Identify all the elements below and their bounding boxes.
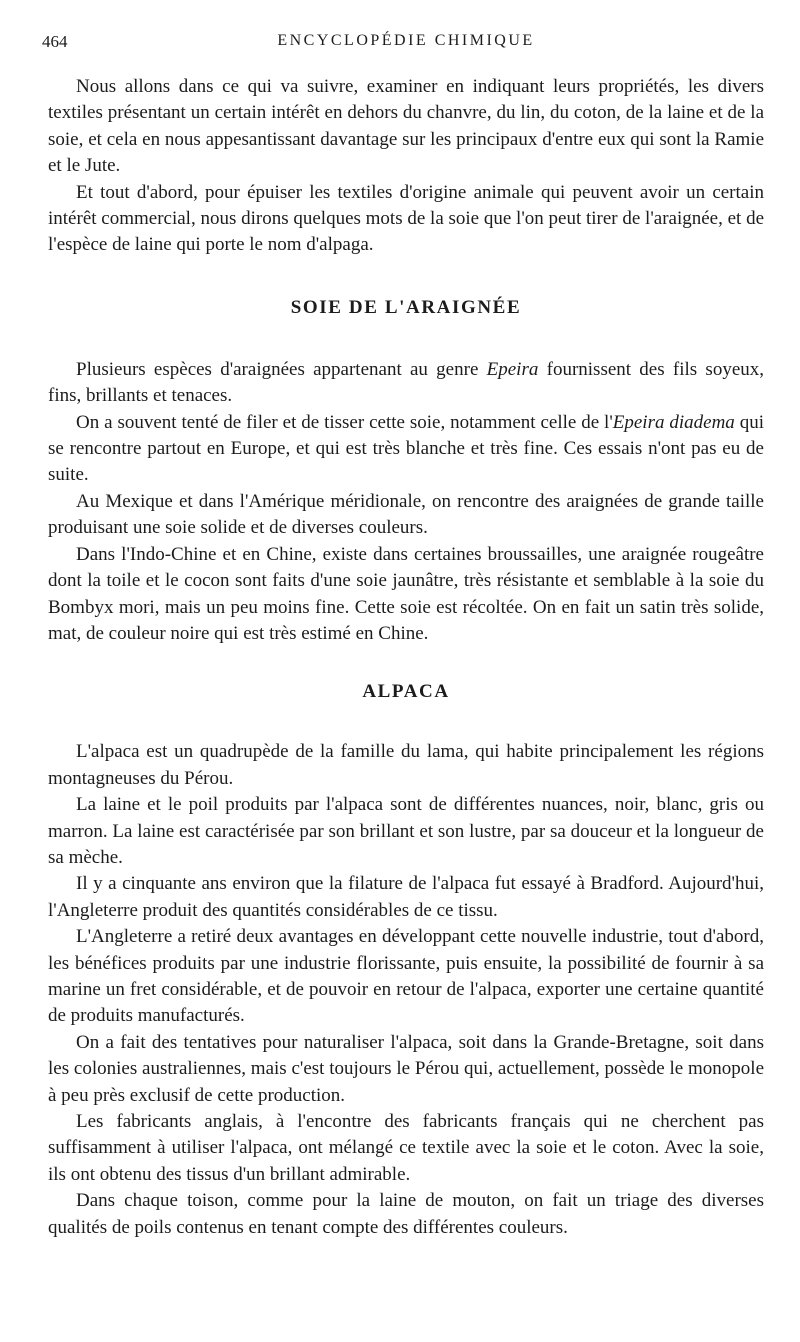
section-title-alpaca: ALPACA — [362, 681, 450, 703]
page-number: 464 — [42, 32, 68, 51]
alpaca-paragraph: L'Angleterre a retiré deux avantages en développant cette nouvelle industrie, tout d'abord, les bénéfices produits par une industrie florissante, puis ensuite, la possibilité de fournir à sa marine un fret considérable, et de pouvoir en retour de l'alpaca, exporter une certaine quantité de produits manufacturés. — [48, 926, 764, 1027]
alpaca-paragraph: Il y a cinquante ans environ que la filature de l'alpaca fut essayé à Bradford. Aujourd'hui, l'Angleterre produit des quantités considérables de ce tissu. — [48, 873, 764, 921]
section-title-soie: SOIE DE L'ARAIGNÉE — [290, 296, 522, 318]
alpaca-paragraph: La laine et le poil produits par l'alpaca sont de différentes nuances, noir, blanc, gris ou marron. La laine est caractérisée par son brillant et son lustre, par sa douceur et la longueur de sa mèche. — [48, 794, 764, 868]
species-name: Epeira diadema — [612, 411, 735, 433]
genus-name: Epeira — [486, 358, 539, 380]
soie-paragraph: Au Mexique et dans l'Amérique méridionale, on rencontre des araignées de grande taille produisant une soie solide et de diverses couleurs. — [48, 490, 764, 539]
page-header — [42, 30, 764, 56]
soie-paragraph: Plusieurs espèces d'araignées appartenant au genre Epeira fournissent des fils soyeux, fins, brillants et tenaces. — [48, 358, 765, 407]
intro-paragraph: Et tout d'abord, pour épuiser les textiles d'origine animale qui peuvent avoir un certain intérêt commercial, nous dirons quelques mots de la soie que l'on peut tirer de l'araignée, et de l'espèce de laine qui porte le nom d'alpaga. — [48, 181, 764, 256]
alpaca-paragraph: On a fait des tentatives pour naturaliser l'alpaca, soit dans la Grande-Bretagne, soit dans les colonies australiennes, mais c'est toujours le Pérou qui, actuellement, possède le monopole à peu près exclusif de cette production. — [48, 1031, 764, 1106]
alpaca-paragraph: Les fabricants anglais, à l'encontre des fabricants français qui ne cherchent pas suffisamment à utiliser l'alpaca, ont mélangé ce textile avec la soie et le coton. Avec la soie, ils ont obtenu des tissus d'un brillant admirable. — [48, 1111, 764, 1185]
intro-paragraph: Nous allons dans ce qui va suivre, examiner en indiquant leurs propriétés, les divers textiles présentant un certain intérêt en dehors du chanvre, du lin, du coton, de la laine et de la soie, et cela en nous appesantissant davantage sur les principaux d'entre eux qui sont la Ramie et le Jute. — [48, 76, 764, 177]
running-title: ENCYCLOPÉDIE CHIMIQUE — [277, 32, 535, 49]
alpaca-paragraph: L'alpaca est un quadrupède de la famille du lama, qui habite principalement les régions montagneuses du Pérou. — [48, 741, 764, 789]
body-text — [48, 74, 764, 1241]
alpaca-paragraph: Dans chaque toison, comme pour la laine de mouton, on fait un triage des diverses qualités de poils contenus en tenant compte des différentes couleurs. — [48, 1190, 764, 1238]
soie-paragraph: On a souvent tenté de filer et de tisser cette soie, notamment celle de l'Epeira diadema qui se rencontre partout en Europe, et qui est très blanche et très fine. Ces essais n'ont pas eu de suite. — [48, 411, 764, 486]
soie-paragraph: Dans l'Indo-Chine et en Chine, existe dans certaines broussailles, une araignée rougeâtre dont la toile et le cocon sont faits d'une soie jaunâtre, très résistante et semblable à la soie du Bombyx mori, mais un peu moins fine. Cette soie est récoltée. On en fait un satin très solide, mat, de couleur noire qui est très estimé en Chine. — [48, 543, 764, 644]
